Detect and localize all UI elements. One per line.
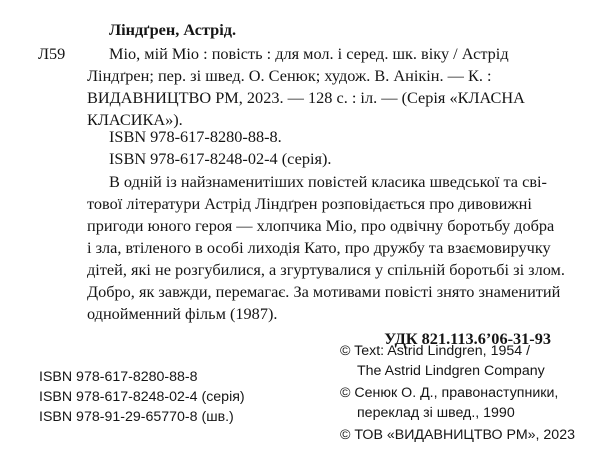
copyright-company: The Astrid Lindgren Company [357, 363, 545, 379]
udc-code: УДК 821.113.6’06-31-93 [384, 329, 551, 348]
footer-isbn-series: ISBN 978-617-8248-02-4 (серія) [39, 389, 245, 405]
author-heading: Ліндґрен, Астрід. [109, 20, 237, 39]
annotation-line: тової літератури Астрід Ліндґрен розповідається про дивовижні [87, 194, 532, 213]
copyright-translation-year: переклад зі швед., 1990 [357, 405, 515, 421]
card-isbn-series: ISBN 978-617-8248-02-4 (серія). [109, 149, 332, 168]
description-line: Ліндґрен; пер. зі швед. О. Сенюк; худож. В. Анікін. — К. : [87, 66, 492, 85]
copyright-publisher: © ТОВ «ВИДАВНИЦТВО РМ», 2023 [340, 427, 575, 443]
annotation-line: В одній із найзнаменитіших повістей класика шведської та сві- [109, 172, 547, 191]
description-line: КЛАСИКА»). [87, 110, 183, 129]
copyright-translation: © Сенюк О. Д., правонаступники, [340, 385, 559, 401]
annotation-line: пригоди юного героя — хлопчика Міо, про одвічну боротьбу добра [87, 216, 555, 235]
copyright-text: © Text: Astrid Lindgren, 1954 / [340, 343, 531, 359]
annotation-line: і зла, втіленого в особі лиходія Като, про дружбу та взаємовиручку [87, 238, 551, 257]
call-number: Л59 [38, 44, 66, 63]
footer-isbn-swedish: ISBN 978-91-29-65770-8 (шв.) [39, 409, 234, 425]
description-line: Міо, мій Міо : повість : для мол. і серед. шк. віку / Астрід [109, 44, 509, 63]
annotation-line: дітей, які не розгубилися, а згуртувалися у спільній боротьбі зі злом. [87, 260, 565, 279]
annotation-line: однойменний фільм (1987). [87, 304, 278, 323]
card-isbn: ISBN 978-617-8280-88-8. [109, 127, 282, 146]
description-line: ВИДАВНИЦТВО РМ, 2023. — 128 с. : іл. — (Серія «КЛАСНА [87, 88, 525, 107]
footer-isbn: ISBN 978-617-8280-88-8 [39, 369, 198, 385]
annotation-line: Добро, як завжди, перемагає. За мотивами повісті знято знаменитий [87, 282, 561, 301]
